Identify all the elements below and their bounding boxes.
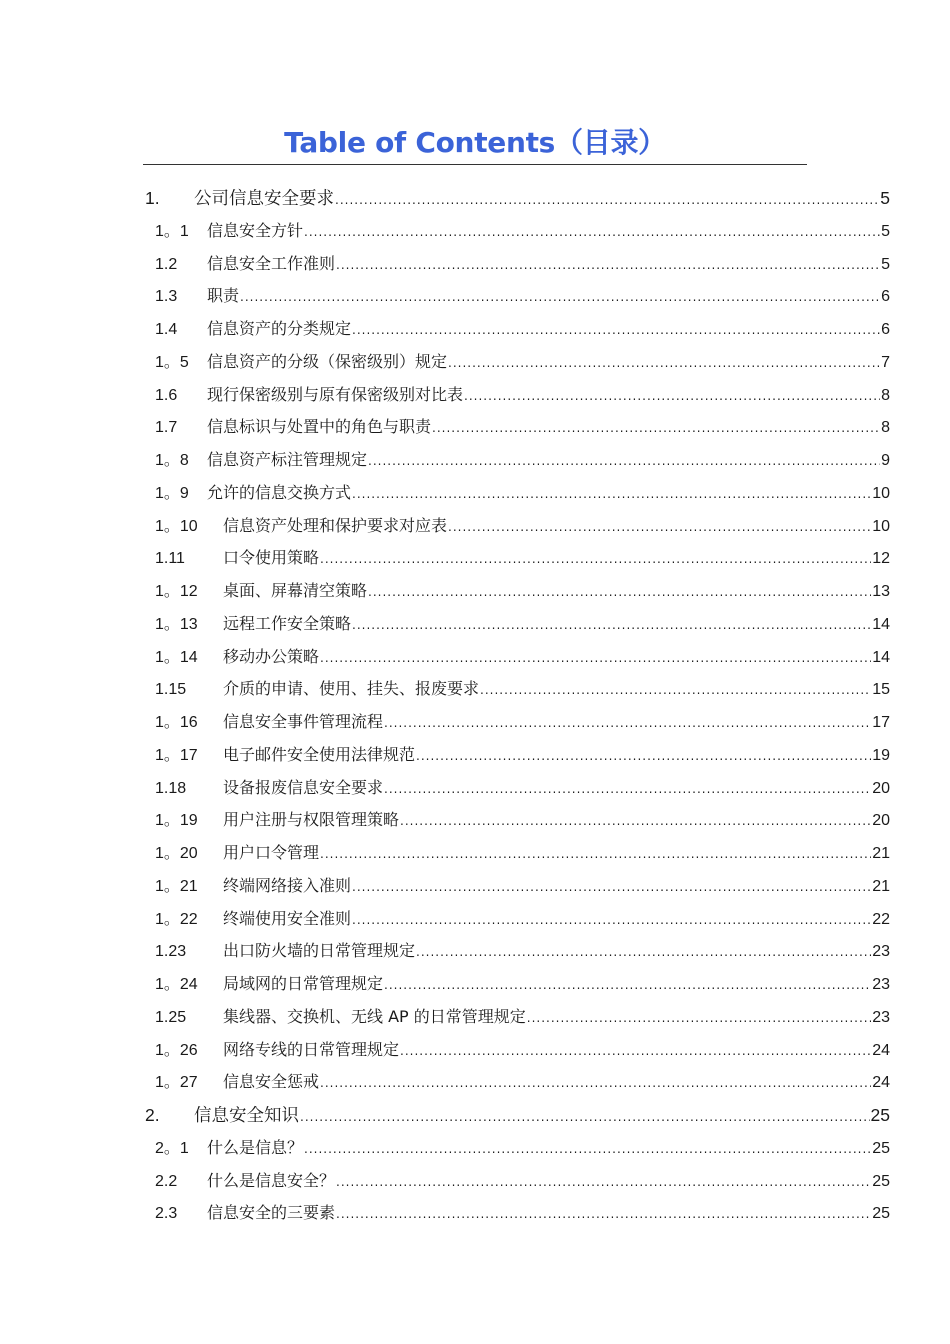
toc-entry-title: 公司信息安全要求 (194, 189, 334, 209)
toc-entry[interactable] (143, 482, 890, 505)
toc-entry[interactable] (143, 285, 890, 308)
toc-entry-title: 信息资产处理和保护要求对应表 (223, 515, 448, 535)
toc-entry-number: 2.3 (155, 1205, 178, 1223)
toc-dot-leader (352, 483, 871, 505)
toc-entry-number: 1.2 (155, 255, 178, 273)
toc-entry[interactable] (143, 253, 890, 276)
toc-entry[interactable] (143, 646, 890, 669)
toc-entry-title: 什么是信息安全？ (207, 1170, 336, 1190)
toc-entry[interactable] (143, 1137, 890, 1160)
toc-dot-leader (384, 974, 871, 996)
toc-entry-title: 信息资产标注管理规定 (207, 450, 368, 469)
toc-dot-leader (527, 1007, 871, 1029)
toc-entry-page-number: 19 (872, 746, 890, 764)
toc-dot-leader (335, 189, 879, 211)
toc-entry-page-number: 17 (872, 714, 890, 731)
toc-entry-number: 2. (145, 1105, 160, 1125)
toc-entry-number: 1。20 (155, 845, 198, 862)
toc-entry[interactable] (143, 1039, 890, 1062)
toc-dot-leader (480, 679, 871, 701)
toc-entry-title: 信息标识与处置中的角色与职责 (207, 417, 432, 437)
toc-dot-leader (368, 450, 880, 472)
toc-entry-title: 信息安全方针 (207, 220, 304, 240)
toc-dot-leader (416, 941, 871, 963)
toc-entry-page-number: 15 (872, 681, 890, 699)
toc-dot-leader (304, 221, 880, 243)
toc-entry-title: 现行保密级别与原有保密级别对比表 (207, 384, 464, 404)
toc-dot-leader (320, 647, 871, 669)
toc-entry-number: 1。22 (155, 910, 198, 928)
toc-entry[interactable] (143, 580, 890, 603)
toc-entry[interactable] (143, 809, 890, 832)
toc-dot-leader (448, 352, 880, 374)
toc-entry-page-number: 21 (872, 845, 890, 862)
toc-dot-leader (352, 876, 871, 898)
toc-entry-page-number: 5 (880, 188, 890, 208)
toc-entry-page-number: 13 (872, 583, 890, 600)
toc-entry-page-number: 24 (872, 1041, 890, 1059)
toc-entry-title: 局域网的日常管理规定 (223, 974, 384, 993)
toc-entry-title: 网络专线的日常管理规定 (223, 1039, 400, 1059)
toc-entry-number: 1。16 (155, 714, 198, 731)
toc-entry[interactable] (143, 744, 890, 767)
toc-entry-number: 1.6 (155, 386, 178, 404)
toc-entry-number: 1.7 (155, 419, 178, 437)
toc-entry[interactable] (143, 449, 890, 472)
toc-entry-number: 1.15 (155, 681, 187, 699)
toc-entry-number: 1。10 (155, 517, 198, 535)
toc-entry-number: 1。5 (155, 353, 189, 371)
toc-dot-leader (416, 745, 871, 767)
toc-entry-page-number: 14 (872, 615, 890, 633)
toc-entry-number: 1。9 (155, 484, 189, 502)
toc-entry[interactable] (143, 940, 890, 963)
toc-entry-page-number: 7 (881, 353, 890, 371)
toc-entry-title: 介质的申请、使用、挂失、报废要求 (223, 679, 480, 699)
toc-entry[interactable] (143, 908, 890, 931)
toc-entry[interactable] (143, 1071, 890, 1094)
toc-entry-page-number: 8 (881, 386, 890, 404)
toc-entry[interactable] (143, 351, 890, 374)
toc-dot-leader (300, 1106, 870, 1128)
toc-entry[interactable] (143, 1170, 890, 1193)
toc-entry-number: 1。21 (155, 877, 198, 895)
toc-dot-leader (400, 1040, 871, 1062)
toc-dot-leader (384, 778, 871, 800)
toc-entry-title: 终端使用安全准则 (223, 908, 352, 928)
toc-dot-leader (320, 1072, 871, 1094)
toc-entry-number: 1。17 (155, 746, 198, 764)
toc-entry-title: 远程工作安全策略 (223, 613, 352, 633)
toc-entry-page-number: 25 (870, 1105, 890, 1125)
toc-entry[interactable] (143, 842, 890, 865)
toc-entry-number: 1.18 (155, 779, 187, 797)
toc-entry-page-number: 6 (881, 321, 890, 338)
toc-entry-title: 信息安全工作准则 (207, 253, 336, 273)
toc-dot-leader (320, 548, 871, 570)
toc-entry[interactable] (143, 220, 890, 243)
toc-entry-page-number: 14 (872, 648, 890, 666)
toc-entry[interactable] (143, 613, 890, 636)
toc-entry-title: 职责 (207, 286, 240, 306)
toc-entry-number: 1。19 (155, 812, 198, 830)
toc-entry-number: 1.11 (155, 550, 185, 568)
toc-entry-number: 1.4 (155, 321, 178, 338)
toc-entry-page-number: 10 (872, 517, 890, 535)
toc-dot-leader (352, 319, 880, 341)
toc-entry-page-number: 20 (872, 779, 890, 797)
toc-entry-title: 信息安全知识 (194, 1106, 299, 1126)
toc-dot-leader (352, 909, 871, 931)
toc-entry[interactable] (143, 187, 890, 211)
toc-dot-leader (384, 712, 871, 734)
toc-entry-title: 信息安全的三要素 (207, 1203, 336, 1223)
toc-entry-page-number: 21 (872, 877, 890, 895)
toc-entry-page-number: 23 (872, 1008, 890, 1026)
toc-entry[interactable] (143, 515, 890, 538)
toc-entry-title: 桌面、屏幕清空策略 (223, 581, 368, 600)
toc-entry-title: 什么是信息？ (207, 1137, 304, 1157)
toc-entry-page-number: 23 (872, 976, 890, 993)
toc-entry-title: 用户注册与权限管理策略 (223, 810, 400, 830)
toc-entry[interactable] (143, 711, 890, 734)
toc-entry[interactable] (143, 384, 890, 407)
toc-entry-number: 2。1 (155, 1139, 189, 1157)
toc-entry-number: 1。26 (155, 1041, 198, 1059)
toc-entry-title: 信息资产的分级（保密级别）规定 (207, 351, 448, 371)
toc-entry-number: 1.3 (155, 288, 178, 306)
toc-dot-leader (400, 810, 871, 832)
page-title: Table of Contents（目录） (284, 126, 666, 159)
toc-entry-number: 1。24 (155, 976, 198, 993)
toc-entry-title: 出口防火墙的日常管理规定 (223, 941, 416, 961)
toc-entry[interactable] (143, 875, 890, 898)
toc-dot-leader (464, 385, 880, 407)
toc-entry-number: 2.2 (155, 1172, 178, 1190)
toc-entry-page-number: 22 (872, 910, 890, 928)
toc-dot-leader (368, 581, 871, 603)
toc-entry-number: 1。13 (155, 615, 198, 633)
title-underline (143, 164, 807, 165)
toc-entry-page-number: 5 (881, 222, 890, 240)
toc-entry[interactable] (143, 1006, 890, 1029)
toc-entry[interactable] (143, 318, 890, 341)
toc-entry[interactable] (143, 1202, 890, 1225)
toc-entry-title: 集线器、交换机、无线 AP 的日常管理规定 (223, 1006, 526, 1026)
toc-entry-number: 1. (145, 188, 160, 208)
toc-entry-page-number: 5 (881, 255, 890, 273)
toc-entry-page-number: 6 (881, 288, 890, 306)
toc-dot-leader (336, 1203, 871, 1225)
toc-entry-title: 电子邮件安全使用法律规范 (223, 744, 416, 764)
toc-entry-title: 信息资产的分类规定 (207, 319, 352, 338)
toc-dot-leader (336, 254, 880, 276)
toc-entry-page-number: 23 (872, 943, 890, 961)
toc-entry-page-number: 25 (872, 1205, 890, 1223)
toc-entry-title: 允许的信息交换方式 (207, 482, 352, 502)
toc-dot-leader (336, 1171, 871, 1193)
toc-entry[interactable] (143, 1104, 890, 1128)
toc-dot-leader (240, 286, 880, 308)
toc-entry-page-number: 20 (872, 812, 890, 830)
toc-entry-page-number: 10 (872, 484, 890, 502)
toc-entry-title: 终端网络接入准则 (223, 875, 352, 895)
toc-entry-title: 用户口令管理 (223, 843, 320, 862)
toc-dot-leader (320, 843, 871, 865)
toc-entry-number: 1。12 (155, 583, 198, 600)
toc-entry-number: 1。14 (155, 648, 198, 666)
toc-entry-number: 1。27 (155, 1074, 198, 1092)
toc-entry-number: 1。1 (155, 222, 189, 240)
toc-entry-title: 信息安全惩戒 (223, 1072, 320, 1092)
toc-dot-leader (432, 417, 880, 439)
toc-entry-title: 信息安全事件管理流程 (223, 712, 384, 731)
toc-entry-page-number: 12 (872, 550, 890, 568)
toc-entry-title: 设备报废信息安全要求 (223, 777, 384, 797)
toc-dot-leader (304, 1138, 871, 1160)
toc-entry[interactable] (143, 777, 890, 800)
toc-entry-number: 1.25 (155, 1008, 187, 1026)
toc-entry-number: 1.23 (155, 943, 187, 961)
toc-dot-leader (352, 614, 871, 636)
toc-entry[interactable] (143, 678, 890, 701)
toc-entry-page-number: 25 (872, 1172, 890, 1190)
toc-entry-page-number: 25 (872, 1139, 890, 1157)
toc-dot-leader (448, 516, 871, 538)
toc-entry-title: 口令使用策略 (223, 548, 320, 568)
toc-entry[interactable] (143, 547, 890, 570)
toc-entry-number: 1。8 (155, 452, 189, 469)
toc-entry-page-number: 24 (872, 1074, 890, 1092)
toc-entry[interactable] (143, 973, 890, 996)
toc-entry[interactable] (143, 416, 890, 439)
toc-entry-page-number: 8 (881, 419, 890, 437)
toc-entry-page-number: 9 (881, 452, 890, 469)
toc-entry-title: 移动办公策略 (223, 646, 320, 666)
